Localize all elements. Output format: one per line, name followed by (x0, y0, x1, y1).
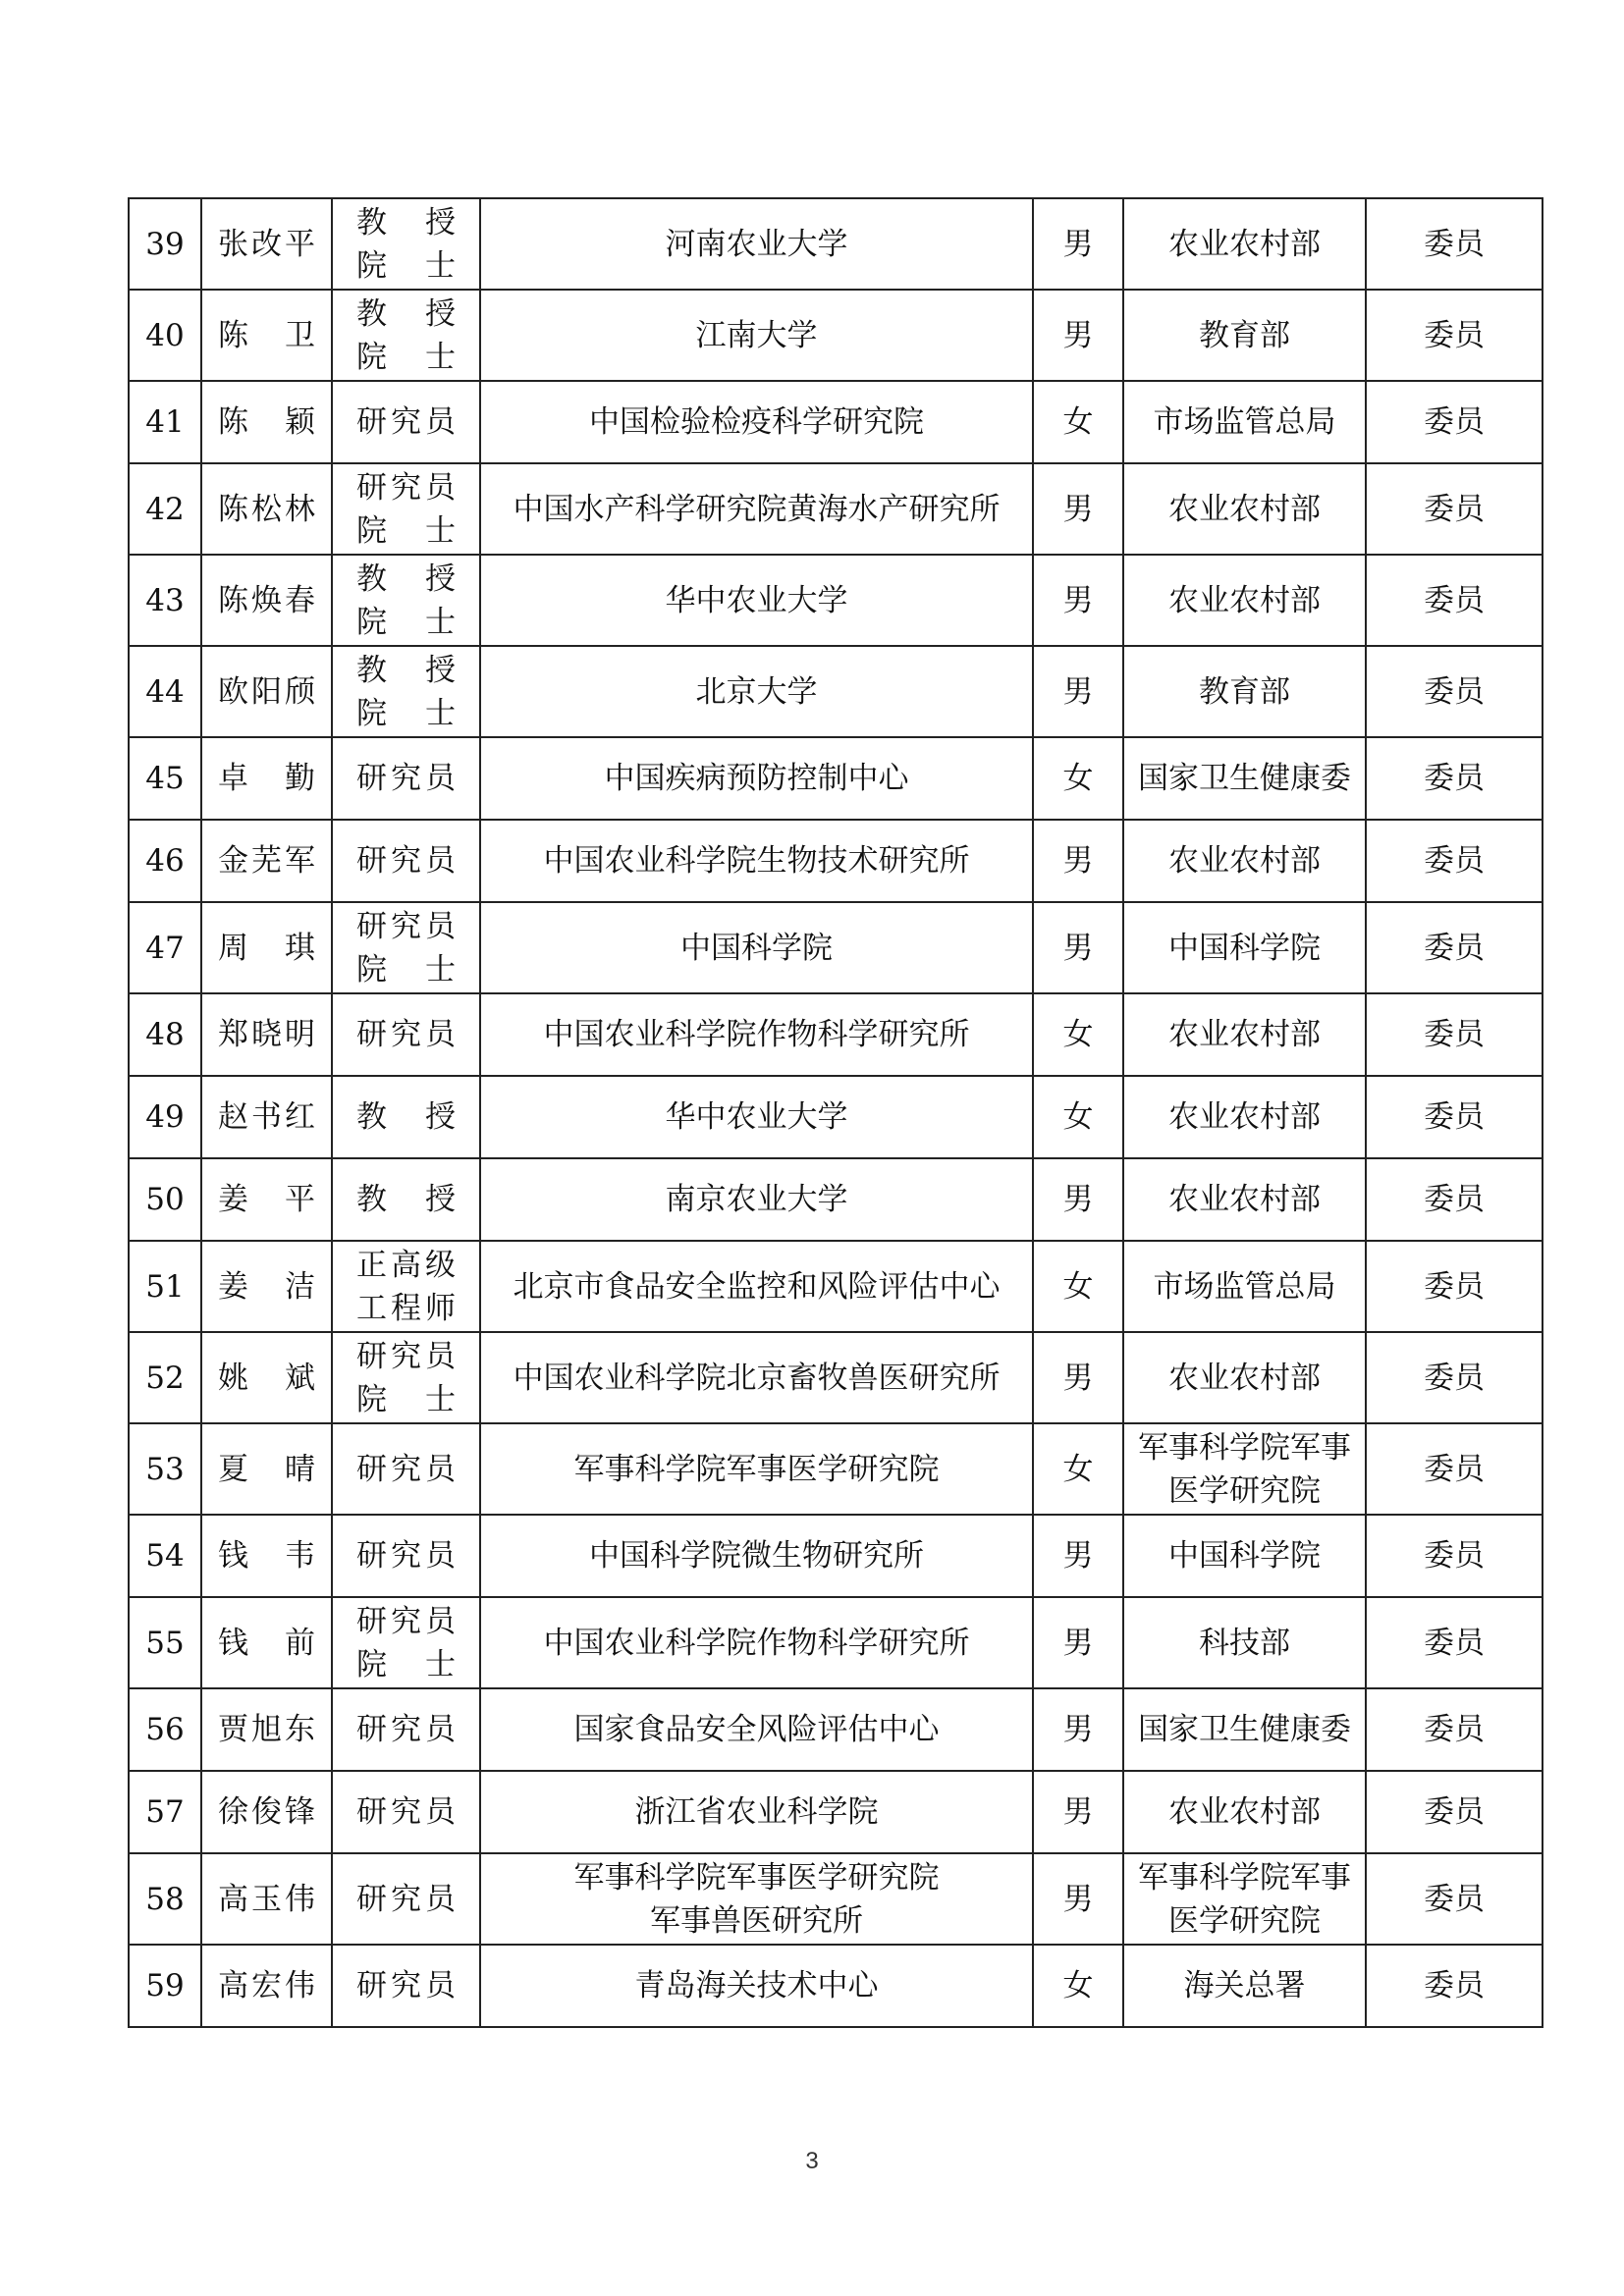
cell-department-line: 市场监管总局 (1153, 404, 1336, 440)
table-row (129, 1688, 1543, 1771)
cell-unit-line: 南京农业大学 (665, 1182, 848, 1217)
table-row (129, 902, 1543, 993)
cell-role: 委员 (1366, 1241, 1543, 1332)
cell-role: 委员 (1366, 1945, 1543, 2027)
cell-number: 55 (129, 1597, 201, 1688)
table-row (129, 820, 1543, 902)
cell-title (332, 1076, 480, 1158)
cell-gender: 女 (1033, 1241, 1123, 1332)
cell-role: 委员 (1366, 1158, 1543, 1241)
table-row (129, 381, 1543, 463)
cell-name: 张改平 (201, 198, 332, 290)
cell-name: 钱前 (201, 1597, 332, 1688)
cell-title-line: 教授 (356, 204, 456, 240)
cell-role: 委员 (1366, 290, 1543, 381)
cell-number: 45 (129, 737, 201, 820)
cell-name: 金芜军 (201, 820, 332, 902)
cell-role: 委员 (1366, 1771, 1543, 1853)
cell-role: 委员 (1366, 902, 1543, 993)
cell-department-line: 市场监管总局 (1153, 1268, 1336, 1305)
cell-role: 委员 (1366, 820, 1543, 902)
cell-department (1123, 1241, 1366, 1332)
cell-number: 51 (129, 1241, 201, 1332)
cell-title-line: 研究员 (356, 1881, 456, 1917)
cell-gender: 女 (1033, 1945, 1123, 2027)
cell-title-line: 院士 (356, 512, 456, 549)
cell-department-line: 农业农村部 (1168, 1360, 1321, 1396)
table-row (129, 1158, 1543, 1241)
cell-department (1123, 1423, 1366, 1515)
cell-title-line: 研究员 (356, 1017, 456, 1052)
cell-department-line: 军事科学院军事 (1138, 1859, 1351, 1896)
cell-gender: 女 (1033, 1423, 1123, 1515)
cell-number: 42 (129, 463, 201, 555)
cell-department-line: 科技部 (1199, 1625, 1290, 1661)
cell-department-line: 国家卫生健康委 (1138, 1712, 1351, 1747)
cell-unit-line: 北京大学 (695, 673, 818, 710)
cell-name: 姜平 (201, 1158, 332, 1241)
cell-title (332, 1688, 480, 1771)
cell-unit-line: 中国农业科学院作物科学研究所 (543, 1625, 970, 1661)
cell-department-line: 农业农村部 (1168, 1099, 1321, 1135)
cell-title (332, 737, 480, 820)
cell-number: 49 (129, 1076, 201, 1158)
cell-department-line: 农业农村部 (1168, 843, 1321, 879)
cell-name: 陈颖 (201, 381, 332, 463)
cell-unit (480, 1158, 1033, 1241)
cell-department-line: 农业农村部 (1168, 1794, 1321, 1830)
cell-unit-line: 中国农业科学院生物技术研究所 (543, 843, 970, 879)
table-row (129, 1945, 1543, 2027)
cell-department (1123, 555, 1366, 646)
cell-department (1123, 1597, 1366, 1688)
cell-title-line: 院士 (356, 1381, 456, 1417)
cell-department (1123, 902, 1366, 993)
table-row (129, 1332, 1543, 1423)
cell-unit-line: 中国水产科学研究院黄海水产研究所 (513, 491, 1001, 527)
cell-title-line: 院士 (356, 695, 456, 731)
cell-gender: 男 (1033, 1158, 1123, 1241)
table-row (129, 1597, 1543, 1688)
cell-gender: 男 (1033, 1332, 1123, 1423)
cell-department (1123, 993, 1366, 1076)
cell-title (332, 1515, 480, 1597)
cell-unit (480, 555, 1033, 646)
cell-department (1123, 1158, 1366, 1241)
cell-department (1123, 290, 1366, 381)
cell-unit-line: 中国检验检疫科学研究院 (589, 404, 924, 440)
cell-title-line: 研究员 (356, 1794, 456, 1830)
cell-gender: 男 (1033, 1515, 1123, 1597)
cell-department (1123, 381, 1366, 463)
cell-title (332, 646, 480, 737)
cell-unit-line: 中国疾病预防控制中心 (604, 761, 909, 796)
cell-name: 钱韦 (201, 1515, 332, 1597)
member-table (128, 197, 1543, 2028)
cell-department (1123, 1515, 1366, 1597)
cell-title-line: 院士 (356, 339, 456, 375)
cell-unit-line: 青岛海关技术中心 (634, 1968, 879, 2003)
cell-unit (480, 902, 1033, 993)
cell-gender: 女 (1033, 737, 1123, 820)
cell-title-line: 研究员 (356, 761, 456, 796)
cell-title-line: 院士 (356, 1646, 456, 1682)
cell-gender: 男 (1033, 463, 1123, 555)
cell-role: 委员 (1366, 993, 1543, 1076)
cell-name: 陈焕春 (201, 555, 332, 646)
cell-title (332, 1158, 480, 1241)
cell-name: 欧阳颀 (201, 646, 332, 737)
cell-name: 郑晓明 (201, 993, 332, 1076)
cell-unit-line: 军事科学院军事医学研究院 (573, 1859, 940, 1896)
cell-role: 委员 (1366, 1423, 1543, 1515)
cell-department (1123, 1332, 1366, 1423)
cell-gender: 男 (1033, 1771, 1123, 1853)
cell-name: 高玉伟 (201, 1853, 332, 1945)
cell-unit-line: 北京市食品安全监控和风险评估中心 (513, 1268, 1001, 1305)
cell-department-line: 国家卫生健康委 (1138, 761, 1351, 796)
cell-number: 40 (129, 290, 201, 381)
cell-number: 46 (129, 820, 201, 902)
cell-gender: 男 (1033, 198, 1123, 290)
cell-name: 贾旭东 (201, 1688, 332, 1771)
cell-unit (480, 737, 1033, 820)
cell-unit (480, 1423, 1033, 1515)
cell-unit (480, 1332, 1033, 1423)
table-row (129, 555, 1543, 646)
cell-number: 41 (129, 381, 201, 463)
cell-number: 53 (129, 1423, 201, 1515)
cell-role: 委员 (1366, 381, 1543, 463)
cell-number: 57 (129, 1771, 201, 1853)
cell-gender: 男 (1033, 646, 1123, 737)
cell-department-line: 农业农村部 (1168, 1182, 1321, 1217)
cell-unit-line: 河南农业大学 (665, 226, 848, 262)
table-row (129, 646, 1543, 737)
cell-gender: 女 (1033, 381, 1123, 463)
cell-title-line: 院士 (356, 951, 456, 988)
cell-department (1123, 646, 1366, 737)
cell-title (332, 820, 480, 902)
cell-department-line: 农业农村部 (1168, 1017, 1321, 1052)
cell-role: 委员 (1366, 737, 1543, 820)
cell-unit-line: 军事科学院军事医学研究院 (573, 1451, 940, 1487)
cell-number: 48 (129, 993, 201, 1076)
cell-gender: 男 (1033, 902, 1123, 993)
cell-title-line: 院士 (356, 604, 456, 640)
cell-unit (480, 381, 1033, 463)
cell-unit (480, 1241, 1033, 1332)
cell-name: 姜洁 (201, 1241, 332, 1332)
cell-role: 委员 (1366, 1853, 1543, 1945)
page-number: 3 (805, 2148, 819, 2174)
cell-role: 委员 (1366, 1597, 1543, 1688)
cell-title-line: 工程师 (356, 1290, 456, 1326)
cell-title-line: 研究员 (356, 1603, 456, 1639)
table-row (129, 1423, 1543, 1515)
cell-title (332, 1597, 480, 1688)
cell-role: 委员 (1366, 463, 1543, 555)
table-row (129, 1241, 1543, 1332)
cell-title (332, 1423, 480, 1515)
cell-title (332, 290, 480, 381)
cell-gender: 男 (1033, 820, 1123, 902)
table-row (129, 1515, 1543, 1597)
cell-title-line: 研究员 (356, 908, 456, 944)
cell-number: 44 (129, 646, 201, 737)
cell-name: 夏晴 (201, 1423, 332, 1515)
table-row (129, 993, 1543, 1076)
cell-unit-line: 中国农业科学院作物科学研究所 (543, 1017, 970, 1052)
cell-unit (480, 290, 1033, 381)
cell-title-line: 研究员 (356, 1451, 456, 1487)
cell-role: 委员 (1366, 1076, 1543, 1158)
cell-unit (480, 1771, 1033, 1853)
cell-title-line: 院士 (356, 247, 456, 284)
cell-title-line: 研究员 (356, 1338, 456, 1374)
cell-unit (480, 1076, 1033, 1158)
cell-number: 59 (129, 1945, 201, 2027)
cell-gender: 男 (1033, 1597, 1123, 1688)
cell-title-line: 研究员 (356, 469, 456, 506)
cell-title-line: 研究员 (356, 843, 456, 879)
cell-title-line: 教授 (356, 561, 456, 597)
cell-unit (480, 198, 1033, 290)
cell-unit-line: 中国农业科学院北京畜牧兽医研究所 (513, 1360, 1001, 1396)
cell-unit (480, 1945, 1033, 2027)
cell-department-line: 中国科学院 (1168, 930, 1321, 966)
cell-name: 陈松林 (201, 463, 332, 555)
cell-department (1123, 737, 1366, 820)
cell-title (332, 993, 480, 1076)
cell-gender: 女 (1033, 1076, 1123, 1158)
cell-unit-line: 浙江省农业科学院 (634, 1794, 879, 1830)
cell-unit-line: 中国科学院 (680, 930, 833, 966)
cell-unit (480, 1853, 1033, 1945)
cell-department-line: 军事科学院军事 (1138, 1429, 1351, 1466)
cell-title-line: 研究员 (356, 404, 456, 440)
cell-title-line: 教授 (356, 1182, 456, 1217)
cell-name: 高宏伟 (201, 1945, 332, 2027)
table-row (129, 463, 1543, 555)
cell-unit-line: 军事兽医研究所 (650, 1902, 863, 1939)
table-row (129, 1853, 1543, 1945)
table-row (129, 198, 1543, 290)
cell-title (332, 198, 480, 290)
cell-department (1123, 198, 1366, 290)
cell-department-line: 海关总署 (1183, 1968, 1306, 2003)
cell-title (332, 1771, 480, 1853)
cell-number: 54 (129, 1515, 201, 1597)
cell-name: 周琪 (201, 902, 332, 993)
cell-department (1123, 1945, 1366, 2027)
cell-number: 50 (129, 1158, 201, 1241)
cell-unit (480, 820, 1033, 902)
cell-role: 委员 (1366, 1515, 1543, 1597)
cell-gender: 男 (1033, 555, 1123, 646)
cell-gender: 男 (1033, 1853, 1123, 1945)
cell-number: 43 (129, 555, 201, 646)
cell-title (332, 1241, 480, 1332)
cell-role: 委员 (1366, 1332, 1543, 1423)
cell-role: 委员 (1366, 198, 1543, 290)
cell-title (332, 381, 480, 463)
cell-department-line: 医学研究院 (1168, 1902, 1321, 1939)
member-table-body (129, 198, 1543, 2027)
cell-unit (480, 993, 1033, 1076)
cell-name: 徐俊锋 (201, 1771, 332, 1853)
cell-department (1123, 1076, 1366, 1158)
cell-unit-line: 华中农业大学 (665, 1099, 848, 1135)
cell-unit-line: 中国科学院微生物研究所 (589, 1538, 924, 1574)
cell-title (332, 555, 480, 646)
cell-title-line: 正高级 (356, 1247, 456, 1283)
cell-title (332, 1945, 480, 2027)
table-row (129, 1076, 1543, 1158)
cell-name: 卓勤 (201, 737, 332, 820)
cell-title-line: 教授 (356, 295, 456, 332)
cell-role: 委员 (1366, 555, 1543, 646)
cell-title-line: 研究员 (356, 1968, 456, 2003)
cell-unit-line: 江南大学 (695, 317, 818, 353)
cell-gender: 男 (1033, 290, 1123, 381)
cell-name: 陈卫 (201, 290, 332, 381)
cell-department (1123, 1688, 1366, 1771)
cell-gender: 男 (1033, 1688, 1123, 1771)
cell-title-line: 教授 (356, 1099, 456, 1135)
cell-title-line: 研究员 (356, 1712, 456, 1747)
cell-unit-line: 华中农业大学 (665, 582, 848, 618)
cell-department-line: 医学研究院 (1168, 1472, 1321, 1509)
cell-unit (480, 1515, 1033, 1597)
cell-title (332, 902, 480, 993)
cell-unit-line: 国家食品安全风险评估中心 (573, 1712, 940, 1747)
cell-department (1123, 1853, 1366, 1945)
cell-department-line: 农业农村部 (1168, 491, 1321, 527)
cell-title (332, 1332, 480, 1423)
cell-number: 52 (129, 1332, 201, 1423)
cell-name: 姚斌 (201, 1332, 332, 1423)
table-row (129, 290, 1543, 381)
cell-name: 赵书红 (201, 1076, 332, 1158)
cell-number: 39 (129, 198, 201, 290)
cell-unit (480, 1688, 1033, 1771)
cell-title-line: 教授 (356, 652, 456, 688)
cell-department-line: 教育部 (1199, 673, 1290, 710)
cell-role: 委员 (1366, 646, 1543, 737)
cell-title (332, 463, 480, 555)
cell-department (1123, 1771, 1366, 1853)
cell-department-line: 教育部 (1199, 317, 1290, 353)
cell-number: 58 (129, 1853, 201, 1945)
cell-number: 47 (129, 902, 201, 993)
cell-role: 委员 (1366, 1688, 1543, 1771)
cell-department-line: 农业农村部 (1168, 582, 1321, 618)
table-row (129, 737, 1543, 820)
cell-title (332, 1853, 480, 1945)
cell-unit (480, 1597, 1033, 1688)
table-row (129, 1771, 1543, 1853)
cell-department-line: 中国科学院 (1168, 1538, 1321, 1574)
cell-title-line: 研究员 (356, 1538, 456, 1574)
cell-department-line: 农业农村部 (1168, 226, 1321, 262)
cell-department (1123, 463, 1366, 555)
cell-department (1123, 820, 1366, 902)
cell-number: 56 (129, 1688, 201, 1771)
cell-unit (480, 646, 1033, 737)
cell-gender: 女 (1033, 993, 1123, 1076)
cell-unit (480, 463, 1033, 555)
